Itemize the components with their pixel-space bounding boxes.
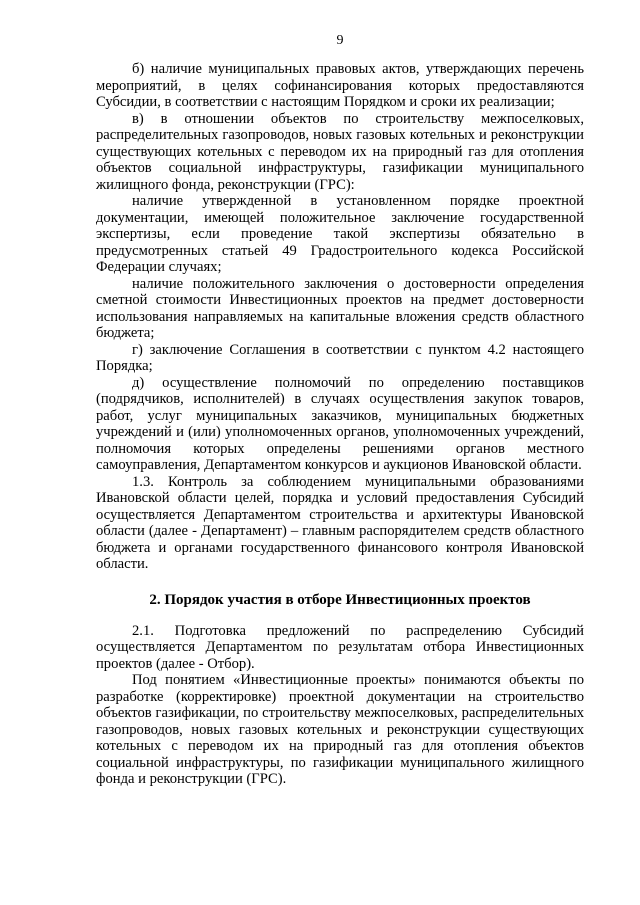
page-number: 9 [336,33,344,48]
paragraph-item-v: в) в отношении объектов по строительству межпоселковых, распределительных газопроводов, новых газовых котельных и реконструкции существующих котельных с переводом их на природный газ для отопления объектов социальной инфраструктуры, газификации муниципального жилищного фонда, реконструкции (ГРС): [96,110,584,193]
paragraph-item-b: б) наличие муниципальных правовых актов, утверждающих перечень мероприятий, в целях софинансирования которых предоставляются Субсидии, в соответствии с настоящим Порядком и сроки их реализации; [96,61,584,110]
section-heading: 2. Порядок участия в отборе Инвестиционных проектов [149,591,531,608]
spacer [96,573,584,591]
paragraph-cost-estimate: наличие положительного заключения о достоверности определения сметной стоимости Инвестиционных проектов на предмет достоверности использования направляемых на капитальные вложения средств областного бюджета; [96,275,584,341]
spacer [96,609,584,623]
paragraph-item-g: г) заключение Соглашения в соответствии с пунктом 4.2 настоящего Порядка; [96,341,584,374]
paragraph-item-d: д) осуществление полномочий по определению поставщиков (подрядчиков, исполнителей) в случаях осуществления закупок товаров, работ, услуг муниципальных заказчиков, муниципальных бюджетных учреждений и (или) уполномоченных органов, уполномоченных учреждений, полномочия которых определены решениями органов местного самоуправления, Департаментом конкурсов и аукционов Ивановской области. [96,374,584,473]
paragraph-design-docs: наличие утвержденной в установленном порядке проектной документации, имеющей положительное заключение государственной экспертизы, если проведение такой экспертизы обязательно в предусмотренных статьей 49 Градостроительного кодекса Российской Федерации случаях; [96,193,584,275]
paragraph-1-3: 1.3. Контроль за соблюдением муниципальными образованиями Ивановской области целей, порядка и условий предоставления Субсидий осуществляется Департаментом строительства и архитектуры Ивановской области (далее - Департамент) – главным распорядителем средств областного бюджета и органами государственного финансового контроля Ивановской области. [96,473,584,572]
paragraph-2-1: 2.1. Подготовка предложений по распределению Субсидий осуществляется Департаментом по результатам отбора Инвестиционных проектов (далее - Отбор). [96,622,584,672]
paragraph-investment-projects-definition: Под понятием «Инвестиционные проекты» понимаются объекты по разработке (корректировке) проектной документации на строительство объектов газификации, по строительству межпоселковых, распределительных газопроводов, новых газовых котельных и реконструкции существующих котельных с переводом их на природный газ для отопления объектов социальной инфраструктуры, по газификации муниципального жилищного фонда и реконструкции (ГРС). [96,672,584,787]
